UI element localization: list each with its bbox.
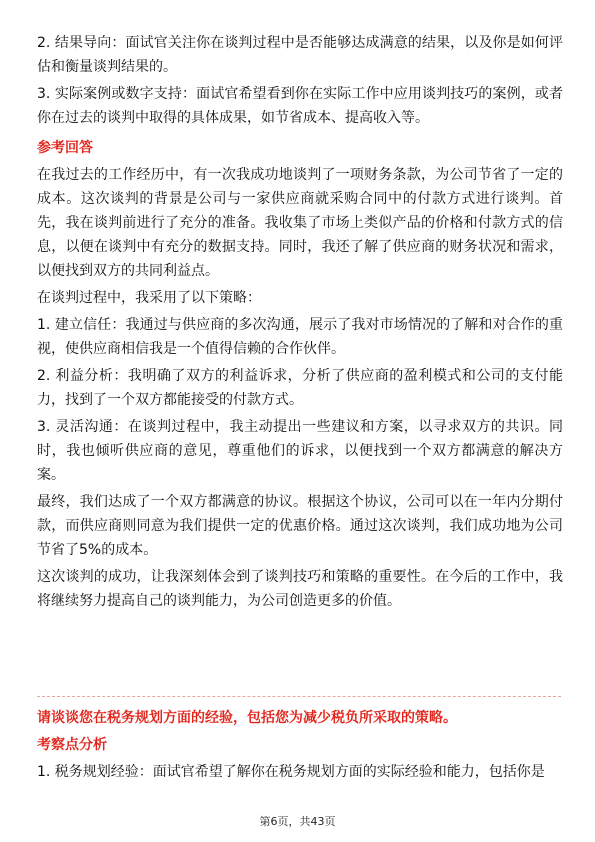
analysis-point-1: 1. 税务规划经验：面试官希望了解你在税务规划方面的实际经验和能力，包括你是 bbox=[37, 764, 545, 780]
answer-intro: 在我过去的工作经历中，有一次我成功地谈判了一项财务条款，为公司节省了一定的成本。这次谈判的背景是公司与一家供应商就采购合同中的付款方式进行谈判。首先，我在谈判前进行了充分的准备。我收集了市场上类似产品的价格和付款方式的信息，以便在谈判中有充分的数据支持。同时，我还了解了供应商的财务状况和需求，以便找到双方的共同利益点。 bbox=[37, 167, 563, 279]
strategy-2: 2. 利益分析：我明确了双方的利益诉求，分析了供应商的盈利模式和公司的支付能力，找到了一个双方都能接受的付款方式。 bbox=[37, 368, 563, 408]
answer-conclusion: 这次谈判的成功，让我深刻体会到了谈判技巧和策略的重要性。在今后的工作中，我将继续努力提高自己的谈判能力，为公司创造更多的价值。 bbox=[37, 569, 563, 609]
page-content bbox=[37, 31, 563, 616]
strategy-intro: 在谈判过程中，我采用了以下策略： bbox=[37, 290, 261, 306]
evaluation-point-3: 3. 实际案例或数字支持：面试官希望看到你在实际工作中应用谈判技巧的案例，或者你在过去的谈判中取得的具体成果，如节省成本、提高收入等。 bbox=[37, 86, 563, 126]
section-divider bbox=[37, 696, 561, 697]
next-question-block bbox=[37, 706, 563, 787]
analysis-heading: 考察点分析 bbox=[37, 737, 107, 753]
reference-answer-heading: 参考回答 bbox=[37, 140, 93, 156]
strategy-3: 3. 灵活沟通：在谈判过程中，我主动提出一些建议和方案，以寻求双方的共识。同时，我也倾听供应商的意见，尊重他们的诉求，以便找到一个双方都满意的解决方案。 bbox=[37, 419, 563, 483]
strategy-1: 1. 建立信任：我通过与供应商的多次沟通，展示了我对市场情况的了解和对合作的重视，使供应商相信我是一个值得信赖的合作伙伴。 bbox=[37, 317, 563, 357]
answer-result: 最终，我们达成了一个双方都满意的协议。根据这个协议，公司可以在一年内分期付款，而供应商则同意为我们提供一定的优惠价格。通过这次谈判，我们成功地为公司节省了5%的成本。 bbox=[37, 494, 563, 558]
question-title: 请谈谈您在税务规划方面的经验，包括您为减少税负所采取的策略。 bbox=[37, 710, 457, 726]
page-number: 第6页，共43页 bbox=[259, 815, 336, 828]
evaluation-point-2: 2. 结果导向：面试官关注你在谈判过程中是否能够达成满意的结果，以及你是如何评估和衡量谈判结果的。 bbox=[37, 35, 563, 75]
